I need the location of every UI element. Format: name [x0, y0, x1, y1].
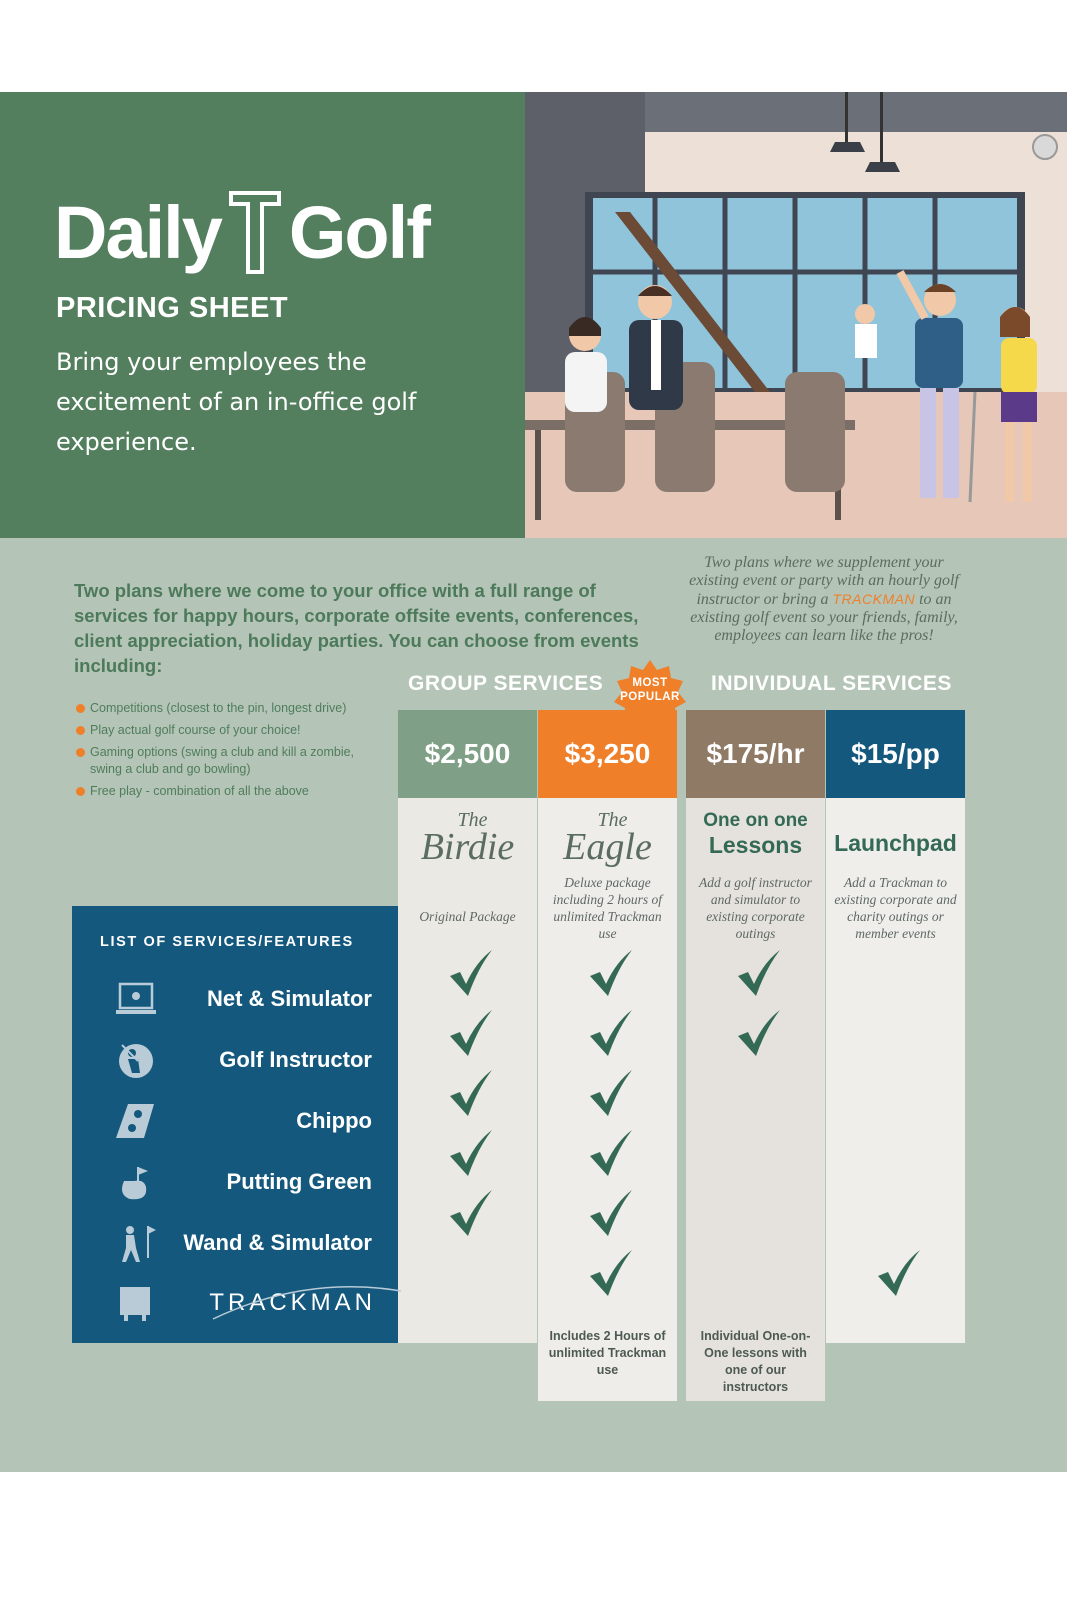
plan-column-eagle [538, 710, 677, 1401]
plan-name: Birdie [420, 826, 515, 868]
plan-details [398, 798, 537, 1343]
plan-price: $175/hr [686, 710, 825, 798]
individual-intro-before: Two plans where we supplement your existing event or party with an hourly golf instructor or bring a [689, 554, 959, 608]
plan-description: Deluxe package including 2 hours of unlimited Trackman use [552, 875, 663, 941]
trackman-swoosh-icon [205, 1281, 405, 1325]
plan-name-launchpad: Launchpad [834, 830, 957, 856]
plan-name-prefix: The [597, 809, 628, 831]
event-options-list [76, 700, 386, 805]
event-option-item: Gaming options (swing a club and kill a zombie, swing a club and go bowling) [76, 744, 386, 778]
event-option-item: Free play - combination of all the above [76, 783, 386, 800]
plan-name-prefix: The [457, 809, 488, 831]
daily-t-golf-logo [54, 186, 429, 278]
plan-price: $2,500 [398, 710, 537, 798]
plan-column-lessons [686, 710, 825, 1401]
net-simulator-icon [114, 978, 158, 1020]
plan-name: Eagle [563, 826, 652, 868]
check-icon [586, 948, 634, 998]
plan-footnote: Individual One-on-One lessons with one of our instructors [700, 1329, 811, 1394]
page-title: PRICING SHEET [56, 292, 289, 324]
plan-details [686, 798, 825, 1401]
check-icon [734, 1008, 782, 1058]
plan-name-birdie [398, 809, 537, 868]
most-popular-badge [612, 658, 688, 734]
check-icon [586, 1068, 634, 1118]
plan-description: Add a golf instructor and simulator to existing corporate outings [699, 875, 812, 941]
logo-word-golf: Golf [288, 190, 429, 274]
plan-price: $3,250 [538, 710, 677, 798]
trackman-device-icon [114, 1283, 158, 1325]
trackman-wordmark: TRACKMAN [209, 1289, 376, 1316]
check-icon [734, 948, 782, 998]
feature-row-golf-instructor [72, 1035, 398, 1085]
check-icon [446, 948, 494, 998]
individual-intro-after: to an existing golf event so your friends, family, employees can learn like the pros! [690, 591, 958, 644]
feature-label: Chippo [296, 1108, 372, 1133]
check-icon [586, 1188, 634, 1238]
group-intro-text: Two plans where we come to your office with a full range of services for happy hours, corporate offsite events, conferences, client appreciation, holiday parties. You can choose from events including: [74, 580, 639, 676]
feature-label: Golf Instructor [219, 1047, 372, 1072]
badge-line1: MOST [632, 677, 668, 689]
plan-footnote: Includes 2 Hours of unlimited Trackman use [548, 1329, 667, 1377]
individual-intro-text [684, 554, 964, 645]
individual-services-heading: INDIVIDUAL SERVICES [711, 672, 952, 695]
services-features-panel [72, 906, 398, 1343]
event-option-item: Competitions (closest to the pin, longest drive) [76, 700, 386, 717]
wand-simulator-icon [114, 1222, 158, 1264]
feature-label: Putting Green [226, 1169, 372, 1194]
plan-description: Add a Trackman to existing corporate and charity outings or member events [834, 875, 957, 941]
feature-row-chippo [72, 1096, 398, 1146]
logo-t-icon [229, 190, 281, 274]
plan-description: Original Package [419, 909, 516, 924]
trackman-brand-inline: TRACKMAN [832, 591, 916, 607]
office-golf-illustration [525, 92, 1067, 538]
logo-word-daily: Daily [54, 190, 221, 274]
feature-label: Net & Simulator [206, 986, 372, 1011]
features-title: LIST OF SERVICES/FEATURES [100, 934, 354, 950]
chippo-icon [114, 1100, 158, 1142]
event-option-item: Play actual golf course of your choice! [76, 722, 386, 739]
feature-row-wand-simulator [72, 1218, 398, 1268]
badge-line2: POPULAR [620, 691, 680, 703]
feature-row-net-simulator [72, 974, 398, 1024]
trackman-logo [209, 1289, 376, 1317]
feature-row-trackman [72, 1279, 398, 1329]
plan-name-eagle [538, 809, 677, 868]
check-icon [586, 1248, 634, 1298]
check-icon [446, 1188, 494, 1238]
tagline: Bring your employees the excitement of an in-office golf experience. [56, 348, 417, 456]
check-icon [446, 1128, 494, 1178]
check-icon [586, 1008, 634, 1058]
badge-text [612, 676, 688, 704]
group-services-heading: GROUP SERVICES [408, 672, 604, 695]
golf-instructor-icon [114, 1039, 158, 1081]
plan-column-birdie [398, 710, 537, 1343]
plan-column-launchpad [826, 710, 965, 1343]
plan-details [826, 798, 965, 1343]
feature-row-putting-green [72, 1157, 398, 1207]
plan-name-lessons-line1: One on one [703, 810, 808, 831]
feature-label: Wand & Simulator [183, 1230, 372, 1255]
plan-details [538, 798, 677, 1401]
plan-price: $15/pp [826, 710, 965, 798]
putting-green-icon [114, 1161, 158, 1203]
check-icon [586, 1128, 634, 1178]
check-icon [446, 1008, 494, 1058]
plan-name-lessons-line2: Lessons [708, 832, 803, 858]
check-icon [446, 1068, 494, 1118]
check-icon [874, 1248, 922, 1298]
